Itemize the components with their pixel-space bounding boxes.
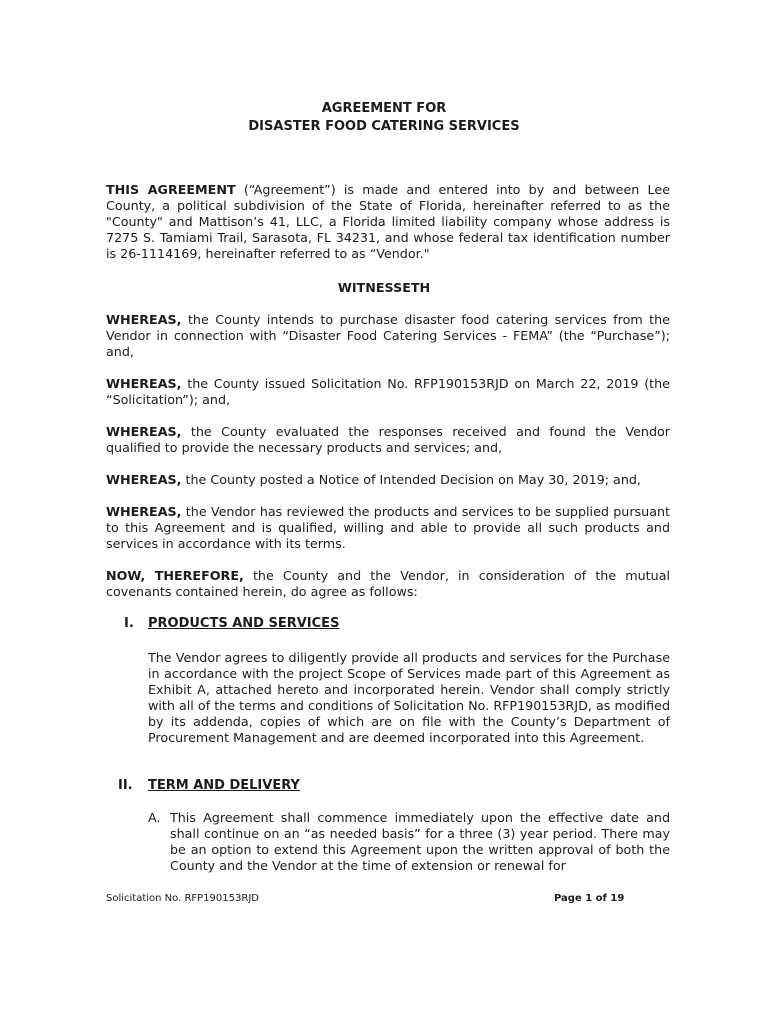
intro-lead: THIS AGREEMENT: [106, 182, 236, 197]
whereas-paragraph-2: [106, 376, 670, 408]
whereas-lead: WHEREAS,: [106, 424, 182, 439]
document-title: [0, 100, 768, 136]
whereas-paragraph-5: [106, 504, 670, 552]
whereas-text: the County intends to purchase disaster food catering services from the Vendor in connection with “Disaster Food Catering Services - FEMA” (the “Purchase”); and,: [106, 312, 670, 359]
whereas-text: the Vendor has reviewed the products and services to be supplied pursuant to this Agreement and is qualified, willing and able to provide all such products and services in accordance with its terms.: [106, 504, 670, 551]
whereas-paragraph-1: [106, 312, 670, 360]
title-line-2: DISASTER FOOD CATERING SERVICES: [248, 119, 520, 134]
section-1-number: I.: [124, 616, 134, 631]
footer-solicitation: Solicitation No. RFP190153RJD: [106, 893, 259, 904]
whereas-paragraph-3: [106, 424, 670, 456]
intro-paragraph: [106, 182, 670, 262]
whereas-text: the County issued Solicitation No. RFP190153RJD on March 22, 2019 (the “Solicitation”); and,: [106, 376, 670, 407]
whereas-text: the County evaluated the responses received and found the Vendor qualified to provide the necessary products and services; and,: [106, 424, 670, 455]
section-2-number: II.: [118, 778, 133, 793]
whereas-lead: WHEREAS,: [106, 504, 182, 519]
now-therefore-lead: NOW, THEREFORE,: [106, 568, 244, 583]
page-prefix: Page: [554, 893, 586, 904]
witnesseth-heading: WITNESSETH: [337, 280, 431, 295]
whereas-text: the County posted a Notice of Intended Decision on May 30, 2019; and,: [181, 472, 641, 487]
footer-page-number: [554, 892, 624, 906]
list-item-text: This Agreement shall commence immediately upon the effective date and shall continue on an “as needed basis” for a three (3) year period. There may be an option to extend this Agreement upon the written approval of both the County and the Vendor at the time of extension or renewal for: [170, 810, 670, 873]
title-line-1: AGREEMENT FOR: [321, 101, 447, 116]
intro-text: (“Agreement”) is made and entered into by and between Lee County, a political subdivision of the State of Florida, hereinafter referred to as the "County" and Mattison’s 41, LLC, a Florida limited liability company whose address is 7275 S. Tamiami Trail, Sarasota, FL 34231, and whose federal tax identification number is 26-1114169, hereinafter referred to as “Vendor.": [106, 182, 670, 261]
whereas-lead: WHEREAS,: [106, 376, 182, 391]
section-2-item-a: [148, 810, 670, 874]
page-current: 1: [585, 893, 593, 904]
section-2-title: TERM AND DELIVERY: [148, 778, 300, 793]
whereas-paragraph-4: [106, 472, 670, 488]
whereas-lead: WHEREAS,: [106, 312, 182, 327]
page-of: of: [592, 893, 611, 904]
section-1-title: PRODUCTS AND SERVICES: [148, 616, 340, 631]
list-marker: A.: [148, 810, 161, 825]
page-total: 19: [610, 893, 625, 904]
section-2-heading: [118, 778, 300, 794]
now-therefore-paragraph: [106, 568, 670, 600]
whereas-lead: WHEREAS,: [106, 472, 182, 487]
now-therefore-text: the County and the Vendor, in consideration of the mutual covenants contained herein, do agree as follows:: [106, 568, 670, 599]
section-1-heading: [124, 616, 339, 632]
section-1-body: The Vendor agrees to diligently provide all products and services for the Purchase in accordance with the project Scope of Services made part of this Agreement as Exhibit A, attached hereto and incorporated herein. Vendor shall comply strictly with all of the terms and conditions of Solicitation No. RFP190153RJD, as modified by its addenda, copies of which are on file with the County’s Department of Procurement Management and are deemed incorporated into this Agreement.: [148, 650, 670, 745]
